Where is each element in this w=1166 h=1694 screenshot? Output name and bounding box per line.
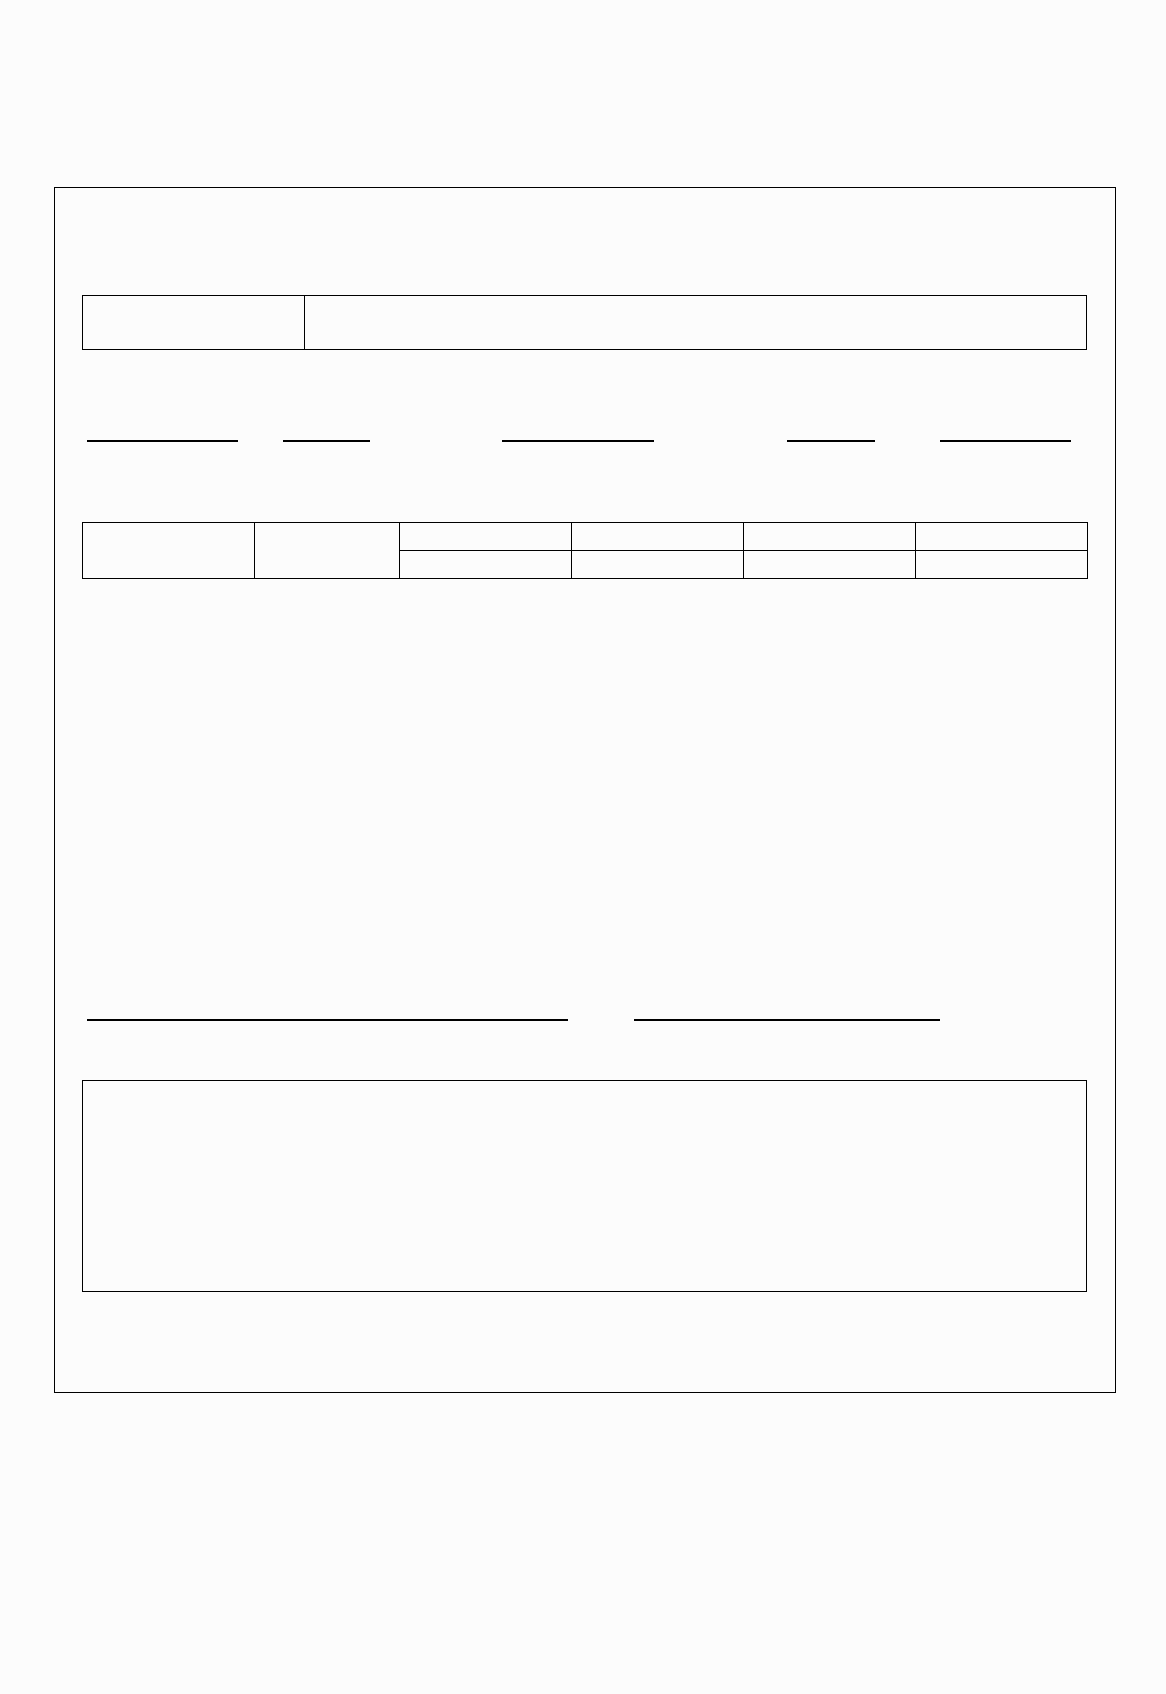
header-row-1: [83, 523, 1088, 551]
calc-method-result-field[interactable]: [634, 1019, 940, 1021]
personnel-cost-basis-field[interactable]: [82, 1080, 1087, 1292]
device-fee-field[interactable]: [87, 440, 238, 442]
header-per-use-depreciation: [916, 551, 1088, 579]
tech-name-label: [83, 296, 305, 349]
tech-name-field[interactable]: [305, 296, 1086, 349]
materials-fee-field[interactable]: [502, 440, 654, 442]
header-useful-life: [572, 523, 744, 551]
header-model: [255, 523, 400, 579]
header-depreciation: [744, 523, 916, 551]
calc-method-formula-field[interactable]: [87, 1019, 568, 1021]
personnel-fee-field[interactable]: [283, 440, 370, 442]
header-purchase-price: [400, 551, 572, 579]
header-purchase-date: [400, 523, 572, 551]
total-fee-field[interactable]: [940, 440, 1071, 442]
other-fee-field[interactable]: [787, 440, 875, 442]
tech-name-box: [82, 295, 1087, 350]
equipment-table: [82, 522, 1088, 579]
header-annual-uses: [916, 523, 1088, 551]
header-annual-depreciation: [744, 551, 916, 579]
header-equipment-name: [83, 523, 255, 579]
header-residual-value: [572, 551, 744, 579]
